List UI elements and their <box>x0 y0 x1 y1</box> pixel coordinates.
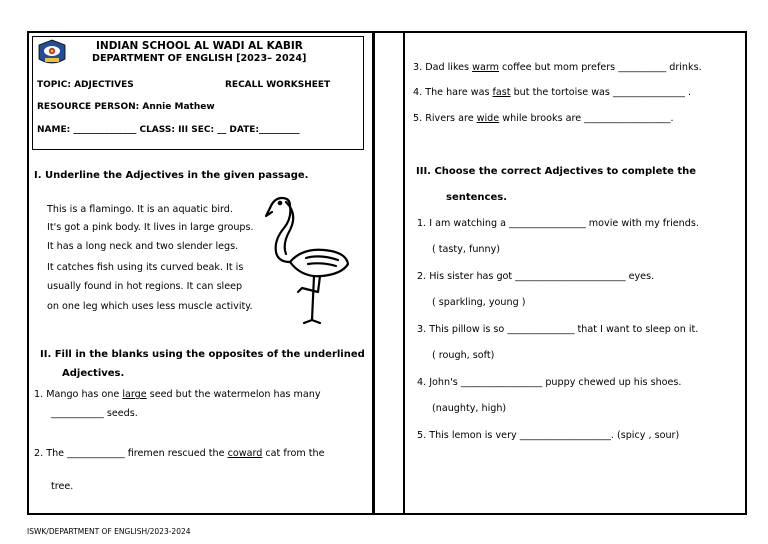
passage-line: on one leg which uses less muscle activity. <box>47 301 253 312</box>
section3-title-cont: sentences. <box>446 192 507 203</box>
section2-title-cont: Adjectives. <box>62 368 125 379</box>
student-info-line: NAME: ______________ CLASS: III SEC: __ DATE:_________ <box>37 125 300 135</box>
question-line: 4. John's _________________ puppy chewed up his shoes. <box>417 377 682 388</box>
school-name: INDIAN SCHOOL AL WADI AL KABIR <box>96 40 303 52</box>
options-line: ( rough, soft) <box>432 350 495 361</box>
question-line-cont: ___________ seeds. <box>51 408 138 419</box>
flamingo-illustration <box>262 192 354 324</box>
right-column-rule <box>403 33 405 513</box>
passage-line: It's got a pink body. It lives in large groups. <box>47 222 254 233</box>
options-line: ( tasty, funny) <box>432 244 501 255</box>
question-line-cont: tree. <box>51 481 74 492</box>
page-footer: ISWK/DEPARTMENT OF ENGLISH/2023-2024 <box>27 527 191 536</box>
question-line: 1. I am watching a ________________ movie with my friends. <box>417 218 699 229</box>
passage-line: usually found in hot regions. It can sleep <box>47 281 243 292</box>
passage-line: This is a flamingo. It is an aquatic bird. <box>47 204 233 215</box>
section1-title: I. Underline the Adjectives in the given passage. <box>34 170 309 181</box>
section2-title: II. Fill in the blanks using the opposites of the underlined <box>40 349 365 360</box>
topic-label: TOPIC: ADJECTIVES <box>37 80 134 90</box>
department-title: DEPARTMENT OF ENGLISH [2023– 2024] <box>92 53 307 64</box>
options-line: ( sparkling, young ) <box>432 297 526 308</box>
question-line: 4. The hare was fast but the tortoise was _______________ . <box>413 87 692 98</box>
column-divider <box>372 31 375 515</box>
question-line: 3. Dad likes warm coffee but mom prefers __________ drinks. <box>413 62 702 73</box>
question-line: 2. His sister has got _______________________ eyes. <box>417 271 655 282</box>
question-line: 1. Mango has one large seed but the watermelon has many <box>34 389 321 400</box>
resource-person: RESOURCE PERSON: Annie Mathew <box>37 102 215 112</box>
question-line: 2. The ____________ firemen rescued the coward cat from the <box>34 448 325 459</box>
school-logo-icon <box>36 39 68 67</box>
question-line: 5. Rivers are wide while brooks are __________________. <box>413 113 674 124</box>
passage-line: It has a long neck and two slender legs. <box>47 241 239 252</box>
passage-line: It catches fish using its curved beak. It is <box>47 262 244 273</box>
question-line: 5. This lemon is very ___________________. (spicy , sour) <box>417 430 680 441</box>
question-line: 3. This pillow is so ______________ that I want to sleep on it. <box>417 324 699 335</box>
options-line: (naughty, high) <box>432 403 507 414</box>
section3-title: III. Choose the correct Adjectives to complete the <box>416 166 697 177</box>
worksheet-label: RECALL WORKSHEET <box>225 80 331 90</box>
